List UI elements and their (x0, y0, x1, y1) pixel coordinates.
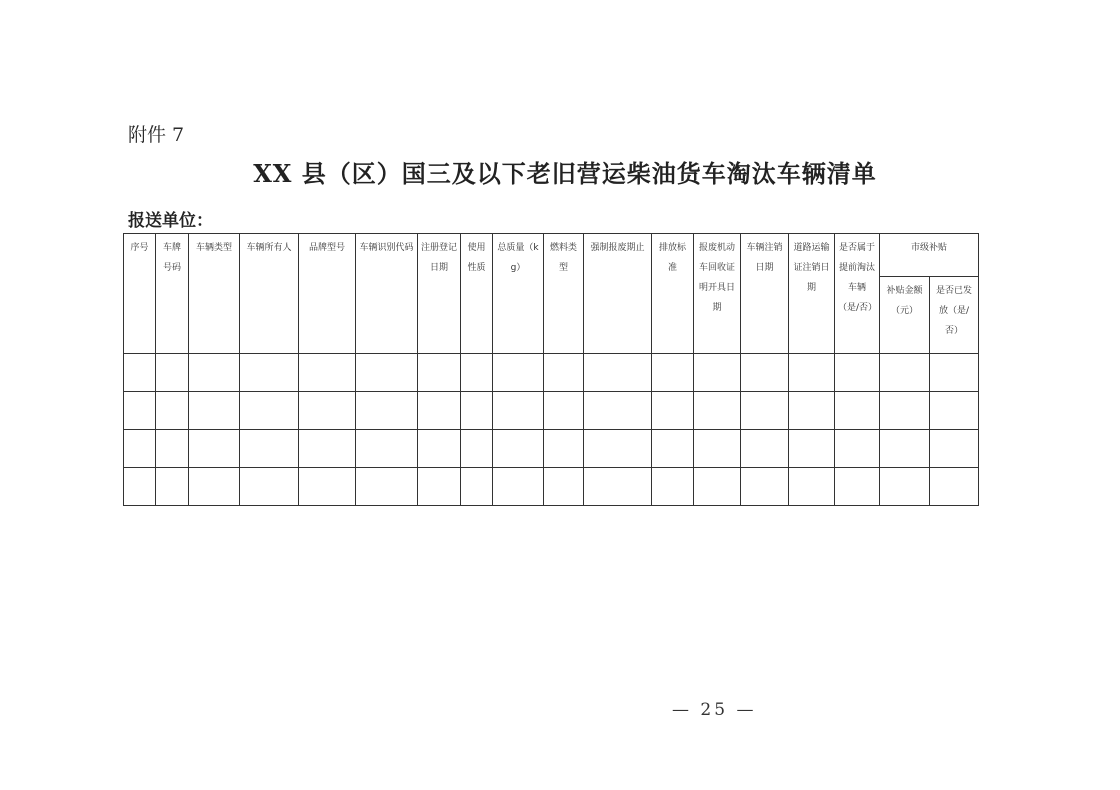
table-cell (789, 468, 835, 506)
table-cell (544, 392, 584, 430)
table-cell (930, 354, 979, 392)
reporting-unit-label: 报送单位： (128, 211, 213, 231)
table-cell (493, 430, 544, 468)
table-body (124, 354, 979, 506)
table-cell (356, 468, 418, 506)
sub-column-header: 是否已发放（是/否） (930, 277, 979, 354)
table-cell (240, 354, 299, 392)
table-cell (189, 354, 240, 392)
annex-label: 附件 7 (128, 124, 185, 146)
table-cell (418, 468, 461, 506)
table-cell (240, 392, 299, 430)
table-cell (544, 354, 584, 392)
vehicle-list-table (123, 233, 979, 506)
table-cell (356, 354, 418, 392)
table-cell (584, 354, 652, 392)
table-cell (461, 430, 493, 468)
table-cell (544, 430, 584, 468)
column-header: 注册登记日期 (418, 234, 461, 354)
column-header: 序号 (124, 234, 156, 354)
table-cell (124, 392, 156, 430)
table-cell (880, 430, 930, 468)
table-cell (930, 468, 979, 506)
table-cell (299, 392, 356, 430)
table-cell (124, 354, 156, 392)
column-header: 车辆识别代码 (356, 234, 418, 354)
table-cell (156, 392, 189, 430)
table-cell (741, 392, 789, 430)
table-cell (124, 468, 156, 506)
table-cell (418, 430, 461, 468)
document-title: XX 县（区）国三及以下老旧营运柴油货车淘汰车辆清单 (253, 159, 877, 188)
table-cell (493, 392, 544, 430)
table-row (124, 430, 979, 468)
table-cell (789, 354, 835, 392)
table-cell (299, 354, 356, 392)
page-number: — 25 — (672, 700, 757, 720)
table-cell (652, 468, 694, 506)
column-header: 品牌型号 (299, 234, 356, 354)
table-cell (544, 468, 584, 506)
column-header: 道路运输证注销日期 (789, 234, 835, 354)
table-cell (418, 392, 461, 430)
group-header-subsidy: 市级补贴 (880, 234, 979, 277)
column-header: 强制报废期止 (584, 234, 652, 354)
table-cell (652, 392, 694, 430)
table-cell (880, 392, 930, 430)
table-cell (189, 468, 240, 506)
column-header: 车辆所有人 (240, 234, 299, 354)
table-cell (418, 354, 461, 392)
table-cell (789, 392, 835, 430)
table-cell (124, 430, 156, 468)
column-header: 使用性质 (461, 234, 493, 354)
table-cell (652, 430, 694, 468)
column-header: 总质量（kg） (493, 234, 544, 354)
table-cell (461, 468, 493, 506)
table-cell (156, 354, 189, 392)
table-cell (356, 392, 418, 430)
table-row (124, 354, 979, 392)
table-cell (240, 430, 299, 468)
table-cell (741, 468, 789, 506)
table-cell (493, 468, 544, 506)
column-header: 是否属于提前淘汰车辆（是/否） (835, 234, 880, 354)
table-row (124, 468, 979, 506)
table-cell (652, 354, 694, 392)
table-cell (299, 468, 356, 506)
table-cell (835, 468, 880, 506)
table-cell (835, 354, 880, 392)
table-cell (156, 430, 189, 468)
table-header-row (124, 234, 979, 277)
column-header: 燃料类型 (544, 234, 584, 354)
table-cell (493, 354, 544, 392)
table-cell (189, 430, 240, 468)
table-cell (694, 354, 741, 392)
table-cell (461, 354, 493, 392)
table-cell (880, 468, 930, 506)
table-cell (299, 430, 356, 468)
table-cell (461, 392, 493, 430)
table-cell (741, 354, 789, 392)
table-cell (156, 468, 189, 506)
table-cell (584, 392, 652, 430)
column-header: 排放标准 (652, 234, 694, 354)
table-cell (584, 468, 652, 506)
sub-column-header: 补贴金额（元） (880, 277, 930, 354)
table-cell (880, 354, 930, 392)
table-cell (694, 392, 741, 430)
table-row (124, 392, 979, 430)
table-cell (189, 392, 240, 430)
column-header: 报废机动车回收证明开具日期 (694, 234, 741, 354)
table-cell (356, 430, 418, 468)
table-cell (240, 468, 299, 506)
column-header: 车辆类型 (189, 234, 240, 354)
table-cell (584, 430, 652, 468)
table-cell (930, 392, 979, 430)
table-cell (694, 430, 741, 468)
column-header: 车牌号码 (156, 234, 189, 354)
table-cell (789, 430, 835, 468)
table-cell (835, 430, 880, 468)
column-header: 车辆注销日期 (741, 234, 789, 354)
table-cell (741, 430, 789, 468)
table-cell (930, 430, 979, 468)
table-cell (694, 468, 741, 506)
table-cell (835, 392, 880, 430)
